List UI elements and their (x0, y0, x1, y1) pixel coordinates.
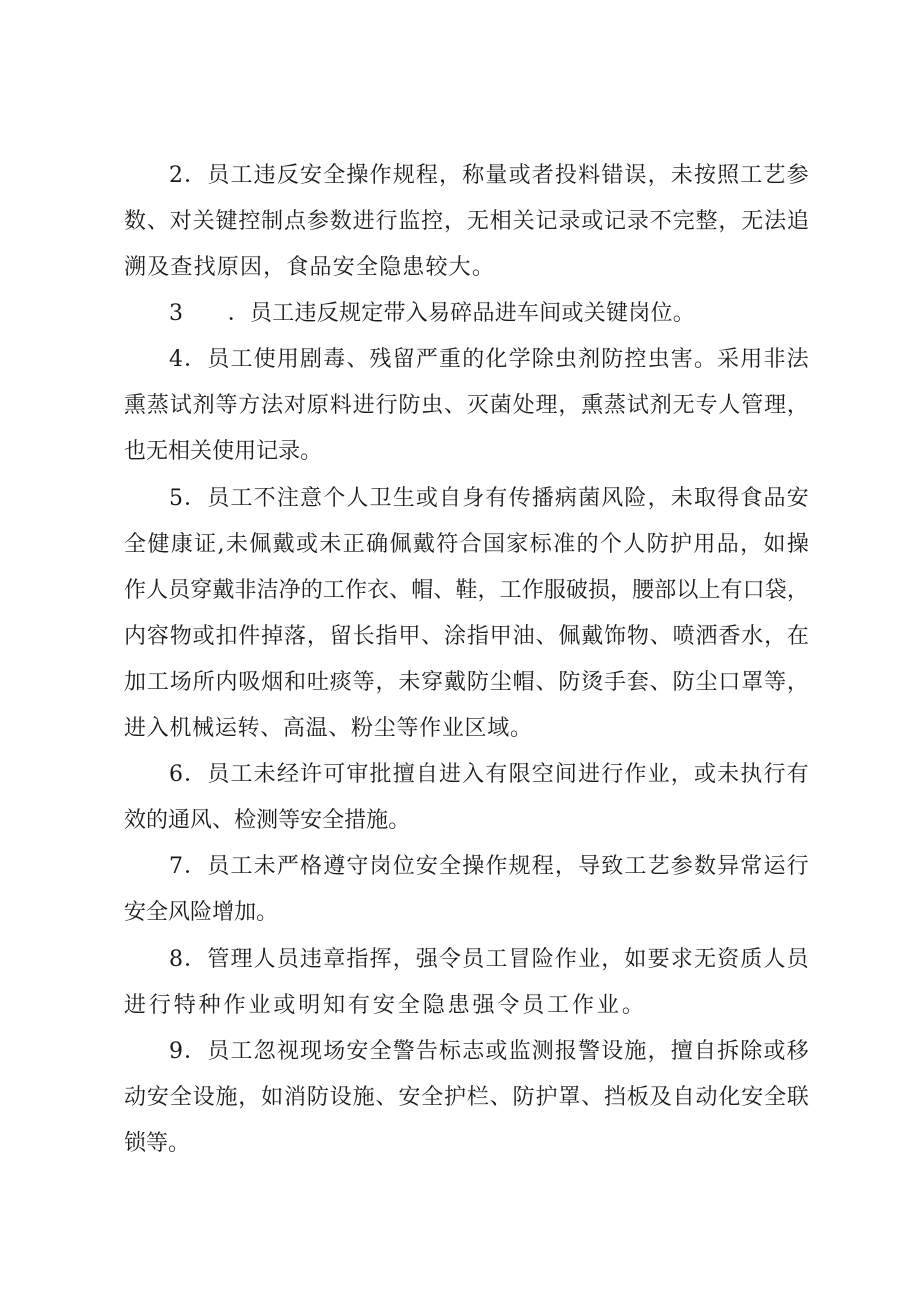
text-line: 进 入 机 械 运 转 、 高 温 、 粉 尘 等 作 业 区 域 。 (124, 716, 532, 741)
text-line: 进 行 特 种 作 业 或 明 知 有 安 全 隐 患 强 令 员 工 作 业 。 (124, 993, 644, 1018)
text-line: 4 ． 员 工 使 用 剧 毒 、 残 留 严 重 的 化 学 除 虫 剂 防 控 虫 害 。 采 用 非 法 (169, 347, 809, 372)
text-line: 8 ． 管 理 人 员 违 章 指 挥 ， 强 令 员 工 冒 险 作 业 ， 如 要 求 无 资 质 人 员 (169, 947, 809, 972)
text-line: 3 ． 员 工 违 反 规 定 带 入 易 碎 品 进 车 间 或 关 键 岗 位 。 (169, 301, 695, 326)
text-line: 2 ． 员 工 违 反 安 全 操 作 规 程 ， 称 量 或 者 投 料 错 误 ， 未 按 照 工 艺 参 (169, 163, 809, 188)
text-line: 全 健 康 证 , 未 佩 戴 或 未 正 确 佩 戴 符 合 国 家 标 准 的 个 人 防 护 用 品 ， 如 操 (124, 532, 809, 557)
text-line: 内 容 物 或 扣 件 掉 落 ， 留 长 指 甲 、 涂 指 甲 油 、 佩 戴 饰 物 、 喷 洒 香 水 ， 在 (124, 624, 809, 649)
text-line: 6 ． 员 工 未 经 许 可 审 批 擅 自 进 入 有 限 空 间 进 行 作 业 ， 或 未 执 行 有 (169, 762, 809, 787)
text-line: 数 、 对 关 键 控 制 点 参 数 进 行 监 控 ， 无 相 关 记 录 或 记 录 不 完 整 ， 无 法 追 (124, 209, 809, 234)
text-line: 5 ． 员 工 不 注 意 个 人 卫 生 或 自 身 有 传 播 病 菌 风 险 ， 未 取 得 食 品 安 (169, 486, 809, 511)
text-line: 熏 蒸 试 剂 等 方 法 对 原 料 进 行 防 虫 、 灭 菌 处 理 ， 熏 蒸 试 剂 无 专 人 管 理 ， (124, 393, 809, 418)
text-line: 加 工 场 所 内 吸 烟 和 吐 痰 等 ， 未 穿 戴 防 尘 帽 、 防 烫 手 套 、 防 尘 口 罩 等 ， (124, 670, 809, 695)
text-line: 9 ． 员 工 忽 视 现 场 安 全 警 告 标 志 或 监 测 报 警 设 施 ， 擅 自 拆 除 或 移 (169, 1039, 809, 1064)
text-line: 锁 等 。 (124, 1131, 191, 1156)
text-line: 动 安 全 设 施 ， 如 消 防 设 施 、 安 全 护 栏 、 防 护 罩 、 挡 板 及 自 动 化 安 全 联 (124, 1085, 809, 1110)
text-line: 7 ． 员 工 未 严 格 遵 守 岗 位 安 全 操 作 规 程 ， 导 致 工 艺 参 数 异 常 运 行 (169, 854, 809, 879)
text-line: 效 的 通 风 、 检 测 等 安 全 措 施 。 (124, 808, 411, 833)
text-line: 也 无 相 关 使 用 记 录 。 (124, 439, 323, 464)
text-line: 作 人 员 穿 戴 非 洁 净 的 工 作 衣 、 帽 、 鞋 ， 工 作 服 破 损 ， 腰 部 以 上 有 口 袋 ， (124, 578, 809, 603)
text-line: 安 全 风 险 增 加 。 (124, 900, 279, 925)
text-line: 溯 及 查 找 原 因 ， 食 品 安 全 隐 患 较 大 。 (124, 255, 494, 280)
